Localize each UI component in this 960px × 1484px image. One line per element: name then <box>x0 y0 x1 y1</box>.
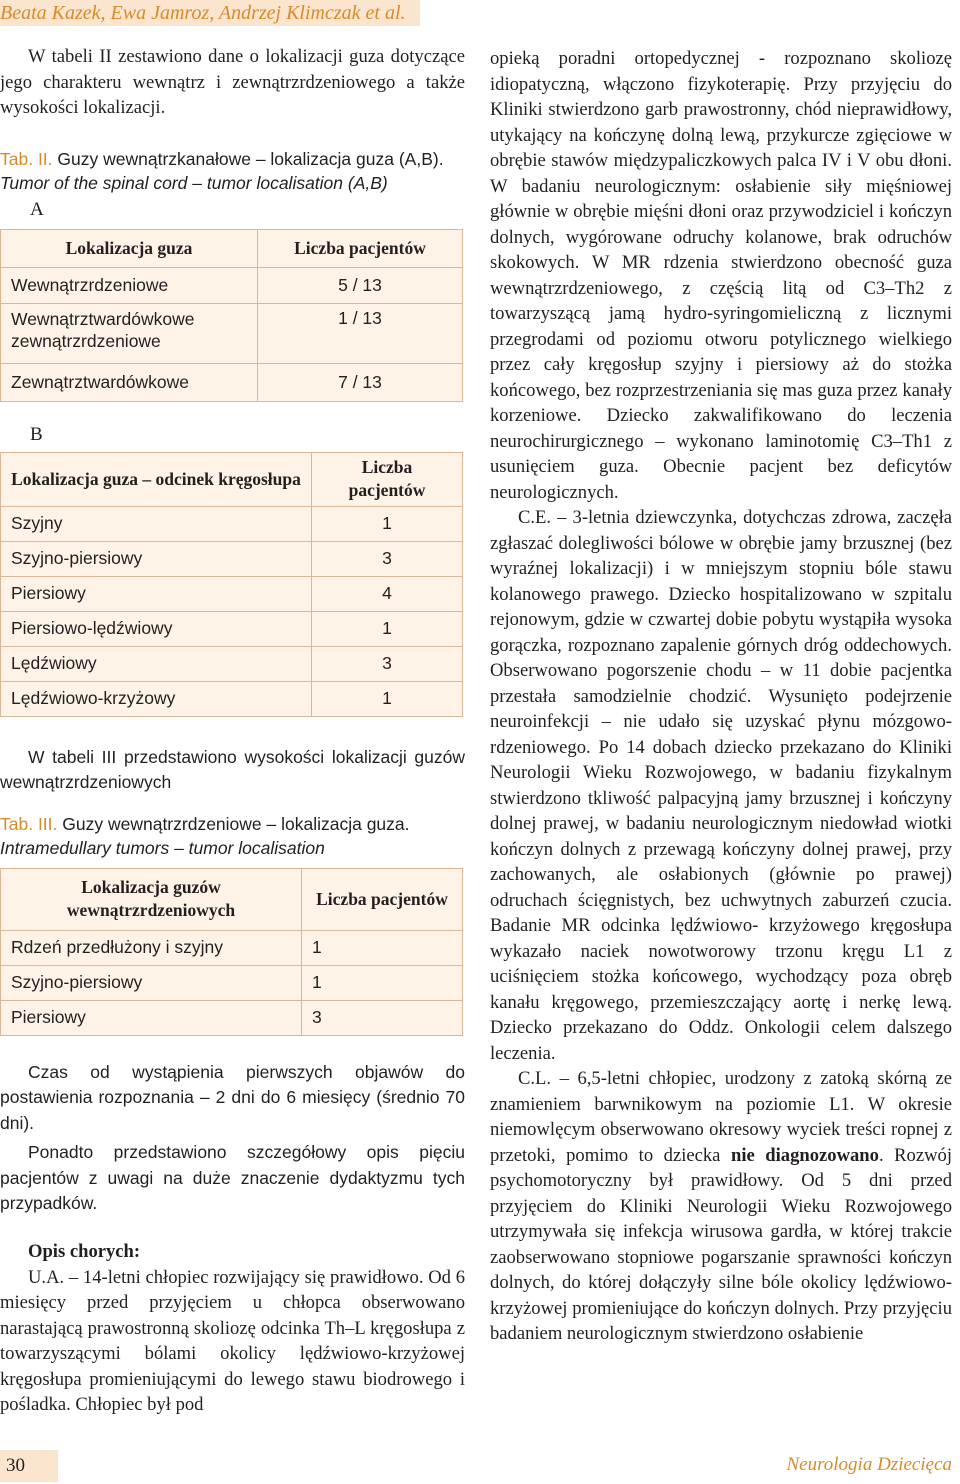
table-cell: 3 <box>302 1000 463 1035</box>
table-cell: Piersiowo-lędźwiowy <box>1 611 312 646</box>
running-header-authors: Beata Kazek, Ewa Jamroz, Andrzej Klimczak et al. <box>0 0 420 26</box>
table-cell: Lędźwiowy <box>1 646 312 681</box>
patient-ua-continued: opieką poradni ortopedycznej - rozpoznano skoliozę idiopatyczną, włączono fizykoterapię. Przy przyjęciu do Kliniki stwierdzono garb prawostronny, chód nieprawidłowy, utykający na kończynę dolną lewą, przykurcze zgięciowe w obrębie stawów międzypaliczkowych palca IV i V obu dłoni. W badaniu neurologicznym: osłabienie siły mięśniowej głównie w obrębie mięśni dłoni oraz przywodziciel i kończyn dolnych, wygórowane odruchy kolanowe, brak odruchów skokowych. W MR rdzenia stwierdzono obecność guza wewnątrzrdzeniowego, z częścią litą od C3–Th2 z towarzyszącą jamą hydro-syringomieliczną z licznymi przegrodami od poziomu otworu potylicznego wielkiego przez cały kręgosłup szyjny i piersiowy aż do stożka końcowego, bez rozprzestrzeniania się mas guza przez kanały korzeniowe. Dziecko zakwalifikowano do leczenia neurochirurgicznego – wykonano laminotomię C3–Th1 z usunięciem guza. Obecnie pacjent bez deficytów neurologicznych. <box>490 48 952 503</box>
table-3-caption <box>0 812 465 860</box>
table-cell: 1 / 13 <box>258 303 463 363</box>
table-cell: Szyjno-piersiowy <box>1 541 312 576</box>
page-number: 30 <box>0 1450 58 1482</box>
patient-cl-bold: nie diagnozowano <box>730 1144 879 1166</box>
table-cell: 1 <box>312 681 463 716</box>
table-2b-header-count: Liczba pacjentów <box>312 452 463 506</box>
table-2-id: Tab. II. <box>0 148 53 169</box>
table-cell: 4 <box>312 576 463 611</box>
table-3-title-en: Intramedullary tumors – tumor localisation <box>0 837 325 858</box>
table-cell: 1 <box>312 611 463 646</box>
detailed-description-paragraph: Ponadto przedstawiono szczegółowy opis pięciu pacjentów z uwagi na duże znaczenie dydaktyzmu tych przypadków. <box>0 1142 465 1213</box>
table-2b-header-location: Lokalizacja guza – odcinek kręgosłupa <box>1 452 312 506</box>
table-2-title-pl: Guzy wewnątrzkanałowe – lokalizacja guza (A,B). <box>57 148 444 169</box>
patient-ua-paragraph: U.A. – 14-letni chłopiec rozwijający się prawidłowo. Od 6 miesięcy przed przyjęciem u chłopca obserwowano narastającą prawostronną skoliozę odcinka Th–L kręgosłupa z towarzyszącymi bólami okolicy lędźwiowo-krzyżowej kręgosłupa promieniującymi do lewego stawu biodrowego i pośladka. Chłopiec był pod <box>0 1266 465 1415</box>
table-2a <box>0 229 463 402</box>
right-column <box>490 46 952 1347</box>
table-cell: 3 <box>312 541 463 576</box>
patient-cl-text-2: . Rozwój psychomotoryczny był prawidłowy. Od 5 dni przed przyjęciem do Kliniki Neurologii Wieku Rozwojowego utrzymywała się infekcja wirusowa gardła, w której trakcie zaobserwowano stopniowe pogarszanie sprawności kończyn dolnych, do której dołączyły silne bóle okolicy lędźwiowo-krzyżowej promieniujące do kończyn dolnych. Przy przyjęciu badaniem neurologicznym stwierdzono osłabienie <box>490 1144 952 1344</box>
table-cell: Rdzeń przedłużony i szyjny <box>1 930 302 965</box>
patient-cl-paragraph <box>490 1066 952 1347</box>
table-row <box>1 1000 463 1035</box>
table-row <box>1 541 463 576</box>
table-2-title-en: Tumor of the spinal cord – tumor localisation (A,B) <box>0 172 388 193</box>
patient-cl-text-1: C.L. – 6,5-letni chłopiec, urodzony z zatoką skórną ze znamieniem barwnikowym na poziomie L1. W okresie niemowlęcym obserwowano okresowy wyciek treści ropnej z przetoki, pomimo to dziecka <box>490 1068 952 1166</box>
table-row <box>1 576 463 611</box>
table-row <box>1 363 463 401</box>
table-3-id: Tab. III. <box>0 813 58 834</box>
table-cell: 3 <box>312 646 463 681</box>
table-cell: 1 <box>302 965 463 1000</box>
patients-heading: Opis chorych: <box>28 1240 141 1262</box>
table-3 <box>0 868 463 1036</box>
table-2a-header-count: Liczba pacjentów <box>258 229 463 267</box>
table-row <box>1 611 463 646</box>
table-2b-label: B <box>30 423 43 445</box>
table-cell: Lędźwiowo-krzyżowy <box>1 681 312 716</box>
intro-paragraph: W tabeli II zestawiono dane o lokalizacji guza dotyczące jego charakteru wewnątrz i zewnątrzrdzeniowego a także wysokości lokalizacji. <box>0 46 465 118</box>
table-row <box>1 646 463 681</box>
table-cell: Piersiowy <box>1 1000 302 1035</box>
table-row <box>1 267 463 303</box>
table-cell: Zewnątrztwardówkowe <box>1 363 258 401</box>
table-row <box>1 681 463 716</box>
left-column <box>0 44 465 1418</box>
journal-name: Neurologia Dziecięca <box>786 1454 952 1475</box>
table-cell: Szyjny <box>1 506 312 541</box>
table-3-title-pl: Guzy wewnątrzrdzeniowe – lokalizacja guza. <box>62 813 410 834</box>
table-3-header-count: Liczba pacjentów <box>302 868 463 930</box>
table-2-caption <box>0 147 465 195</box>
table-cell: 1 <box>312 506 463 541</box>
table-row <box>1 303 463 363</box>
table-row <box>1 506 463 541</box>
table-2a-header-location: Lokalizacja guza <box>1 229 258 267</box>
table-row <box>1 930 463 965</box>
table-2a-label: A <box>30 198 44 220</box>
table-cell: 5 / 13 <box>258 267 463 303</box>
table-row <box>1 965 463 1000</box>
table-cell: Piersiowy <box>1 576 312 611</box>
table-cell: Wewnątrztwardówkowe zewnątrzrdzeniowe <box>1 303 258 363</box>
table-cell: Wewnątrzrdzeniowe <box>1 267 258 303</box>
table-cell: Szyjno-piersiowy <box>1 965 302 1000</box>
time-to-diagnosis-paragraph: Czas od wystąpienia pierwszych objawów do postawienia rozpoznania – 2 dni do 6 miesięcy (średnio 70 dni). <box>0 1061 465 1133</box>
table-cell: 7 / 13 <box>258 363 463 401</box>
table-3-header-location: Lokalizacja guzów wewnątrzrdzeniowych <box>1 868 302 930</box>
patient-ce-paragraph: C.E. – 3-letnia dziewczynka, dotychczas zdrowa, zaczęła zgłaszać dolegliwości bólowe w obrębie jamy brzusznej (bez wyraźnej lokalizacji) i w mniejszym stopniu bóle stawu kolanowego prawego. Dziecko hospitalizowano w szpitalu rejonowym, gdzie w czwartej dobie pobytu wystąpiła wysoka gorączka, rozpoznano zapalenie górnych dróg oddechowych. Obserwowano pogorszenie chodu – w 11 dobie pacjentka przestała samodzielnie chodzić. Wysunięto podejrzenie neuroinfekcji – nie udało się uzyskać płynu mózgowo-rdzeniowego. Po 14 dobach dziecko przekazano do Kliniki Neurologii Wieku Rozwojowego, w badaniu fizykalnym stwierdzono tkliwość palpacyjną jamy brzusznej i kończyny dolnej prawej, w badaniu neurologicznym niedowład wiotki kończyn dolnych z przewagą kończyny dolnej prawej, przy zachowanych, ale osłabionych (głównie po prawej) odruchach ścięgnistych, bez uchwytnych zaburzeń czucia. Badanie MR odcinka lędźwiowo- krzyżowego kręgosłupa wykazało naciek nowotworowy trzonu kręgu L1 z uciśnięciem stożka końcowego, wychodzący poza obręb kanału kręgowego, przemieszczający aortę i nerkę lewą. Dziecko przekazano do Oddz. Onkologii celem dalszego leczenia. <box>490 507 952 1064</box>
table-3-intro: W tabeli III przedstawiono wysokości lokalizacji guzów wewnątrzrdzeniowych <box>0 746 465 792</box>
table-2b <box>0 452 463 717</box>
table-cell: 1 <box>302 930 463 965</box>
